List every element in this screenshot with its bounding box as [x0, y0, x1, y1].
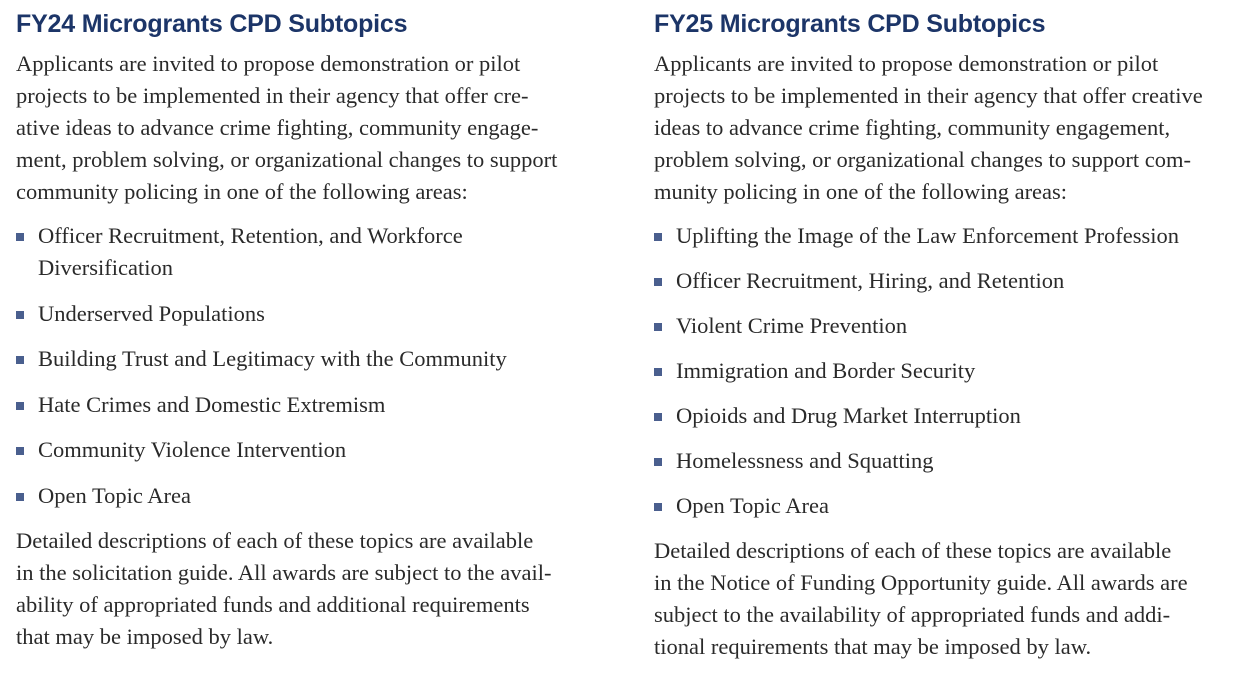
list-item-text	[38, 480, 614, 512]
text-line: Open Topic Area	[38, 482, 191, 508]
square-bullet-icon	[654, 220, 676, 252]
list-item	[654, 355, 1222, 387]
text-line: ability of appropriated funds and additional requirements	[16, 592, 530, 617]
text-line: projects to be implemented in their agency that offer cre-	[16, 83, 529, 108]
list-item-text	[676, 445, 1222, 477]
fy25-heading: FY25 Microgrants CPD Subtopics	[654, 10, 1046, 38]
text-line: subject to the availability of appropriated funds and addi-	[654, 602, 1171, 627]
text-line: Detailed descriptions of each of these topics are available	[16, 528, 534, 553]
list-item	[654, 310, 1222, 342]
list-item	[654, 445, 1222, 477]
text-line: Applicants are invited to propose demonstration or pilot	[16, 51, 521, 76]
text-line: Hate Crimes and Domestic Extremism	[38, 391, 386, 417]
text-line: tional requirements that may be imposed by law.	[654, 634, 1092, 659]
text-line: in the Notice of Funding Opportunity guide. All awards are	[654, 570, 1188, 595]
text-line: Homelessness and Squatting	[676, 448, 934, 473]
square-bullet-icon	[654, 490, 676, 522]
text-line: Detailed descriptions of each of these topics are available	[654, 538, 1172, 563]
fy25-closing	[654, 535, 1222, 663]
text-line: Immigration and Border Security	[676, 358, 976, 383]
square-bullet-icon	[16, 389, 38, 421]
list-item	[654, 400, 1222, 432]
list-item	[16, 343, 614, 375]
list-item-text	[38, 220, 614, 284]
list-item-text	[38, 434, 614, 466]
square-bullet-icon	[16, 220, 38, 252]
text-line: Open Topic Area	[676, 493, 829, 518]
text-line: Violent Crime Prevention	[676, 313, 908, 338]
list-item	[654, 265, 1222, 297]
fy24-closing	[16, 525, 614, 653]
text-line: Uplifting the Image of the Law Enforcement Profession	[676, 223, 1179, 248]
text-line: projects to be implemented in their agency that offer creative	[654, 83, 1203, 108]
square-bullet-icon	[654, 355, 676, 387]
list-item-text	[38, 389, 614, 421]
square-bullet-icon	[654, 265, 676, 297]
fy25-column	[638, 0, 1240, 676]
list-item	[16, 434, 614, 466]
square-bullet-icon	[16, 434, 38, 466]
square-bullet-icon	[16, 480, 38, 512]
text-line: Community Violence Intervention	[38, 437, 347, 462]
square-bullet-icon	[16, 343, 38, 375]
list-item-text	[676, 355, 1222, 387]
fy24-intro	[16, 48, 614, 208]
square-bullet-icon	[654, 310, 676, 342]
square-bullet-icon	[16, 298, 38, 330]
list-item	[654, 490, 1222, 522]
text-line: Applicants are invited to propose demonstration or pilot	[654, 51, 1159, 76]
list-item-text	[38, 343, 614, 375]
text-line: Opioids and Drug Market Interruption	[676, 403, 1021, 428]
text-line: community policing in one of the following areas:	[16, 179, 468, 204]
text-line: ative ideas to advance crime fighting, community engage-	[16, 115, 539, 140]
text-line: Officer Recruitment, Retention, and Workforce	[38, 223, 463, 248]
list-item-text	[38, 298, 614, 330]
list-item-text	[676, 490, 1222, 522]
text-line: Building Trust and Legitimacy with the Community	[38, 346, 507, 371]
list-item-text	[676, 220, 1222, 252]
fy24-topic-list	[16, 220, 614, 512]
text-line: Underserved Populations	[38, 300, 265, 326]
square-bullet-icon	[654, 400, 676, 432]
text-line: Officer Recruitment, Hiring, and Retention	[676, 268, 1065, 293]
list-item-text	[676, 265, 1222, 297]
square-bullet-icon	[654, 445, 676, 477]
text-line: that may be imposed by law.	[16, 624, 274, 649]
fy25-intro	[654, 48, 1222, 208]
list-item	[16, 480, 614, 512]
list-item	[16, 220, 614, 284]
fy24-heading: FY24 Microgrants CPD Subtopics	[16, 10, 408, 38]
text-line: Diversification	[38, 255, 173, 280]
text-line: problem solving, or organizational changes to support com-	[654, 147, 1191, 172]
text-line: munity policing in one of the following areas:	[654, 179, 1068, 204]
text-line: ment, problem solving, or organizational changes to support	[16, 147, 558, 172]
list-item-text	[676, 400, 1222, 432]
list-item-text	[676, 310, 1222, 342]
list-item	[654, 220, 1222, 252]
text-line: in the solicitation guide. All awards are subject to the avail-	[16, 560, 552, 585]
list-item	[16, 298, 614, 330]
text-line: ideas to advance crime fighting, community engagement,	[654, 115, 1171, 140]
list-item	[16, 389, 614, 421]
fy25-topic-list	[654, 220, 1222, 522]
